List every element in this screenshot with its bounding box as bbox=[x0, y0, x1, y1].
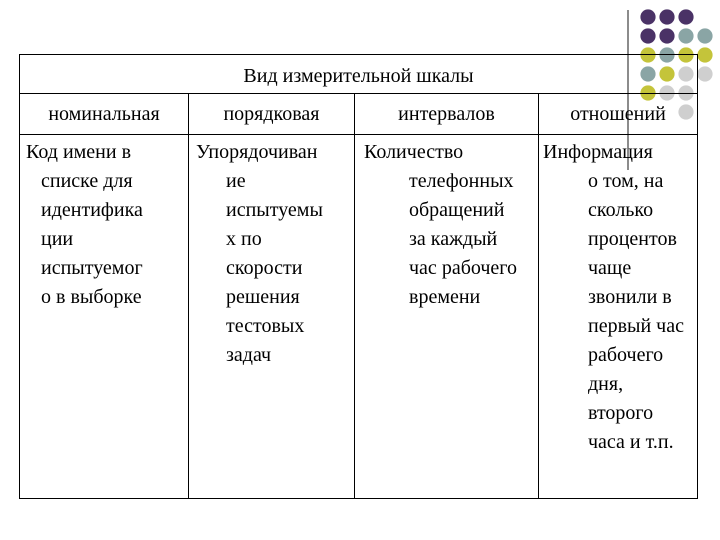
cell-ordinal-example bbox=[189, 135, 355, 499]
decorative-dot bbox=[697, 28, 712, 43]
cell-text: Количество телефонных обращений за каждый час рабочего времени bbox=[364, 141, 517, 308]
cell-nominal-example bbox=[20, 135, 189, 499]
cell-interval-example bbox=[355, 135, 539, 499]
table-header-row bbox=[20, 94, 698, 135]
decorative-dot bbox=[640, 28, 655, 43]
cell-text: Упорядочиван ие испытуемы х по скорости решения тестовых задач bbox=[196, 141, 323, 366]
header-nominal: номинальная bbox=[20, 94, 189, 135]
decorative-dot bbox=[678, 28, 693, 43]
scale-types-table bbox=[19, 54, 698, 499]
decorative-dot bbox=[659, 28, 674, 43]
decorative-dot bbox=[640, 9, 655, 24]
header-interval: интервалов bbox=[355, 94, 539, 135]
decorative-dot bbox=[697, 66, 712, 81]
decorative-dot bbox=[659, 9, 674, 24]
cell-text: Код имени в списке для идентифика ции испытуемог о в выборке bbox=[26, 141, 143, 308]
decorative-dot bbox=[697, 47, 712, 62]
header-ordinal: порядковая bbox=[189, 94, 355, 135]
table-title-cell bbox=[20, 55, 698, 94]
table-row bbox=[20, 135, 698, 499]
decorative-dot bbox=[678, 9, 693, 24]
table-title: Вид измерительной шкалы bbox=[243, 64, 474, 87]
cell-text: Информация о том, на сколько процентов чаще звонили в первый час рабочего дня, второго часа и т.п. bbox=[543, 141, 684, 453]
header-ratio: отношений bbox=[539, 94, 698, 135]
cell-ratio-example bbox=[539, 135, 698, 499]
